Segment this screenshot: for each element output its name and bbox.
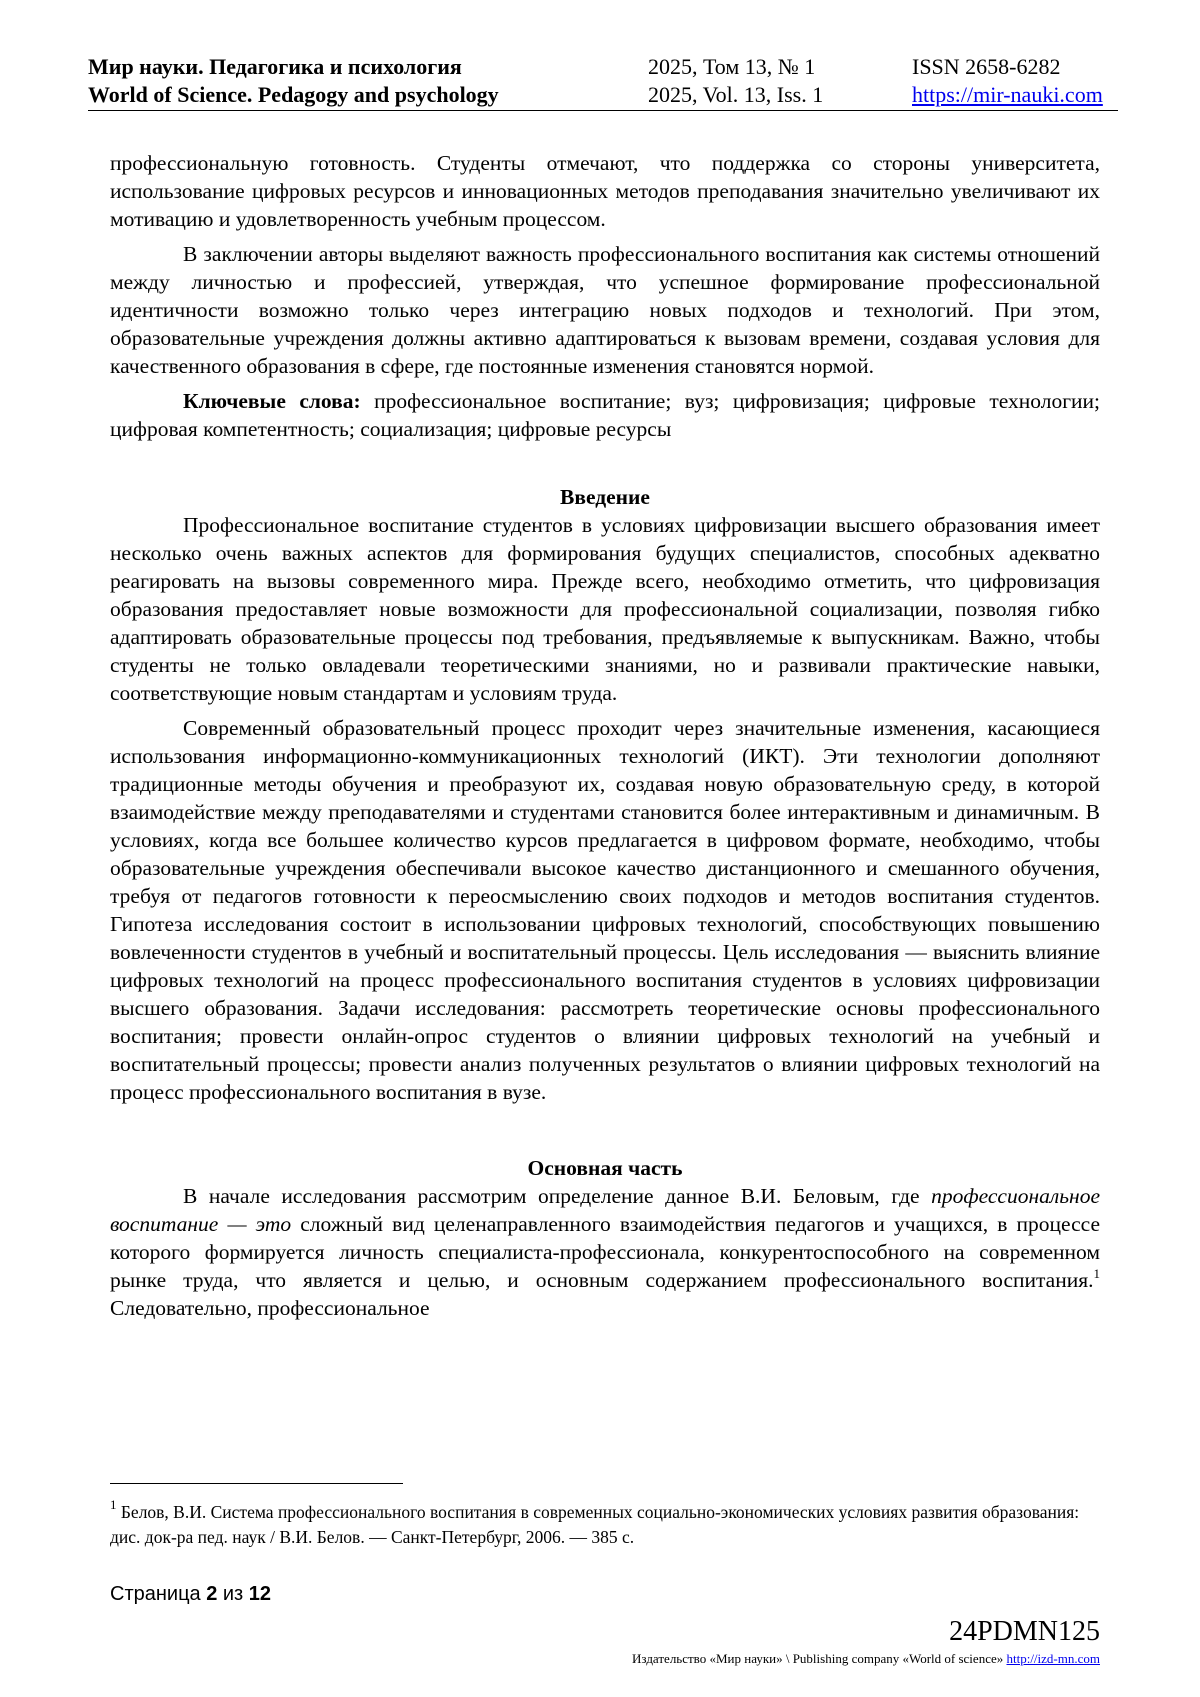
intro-paragraph: Профессиональное воспитание студентов в условиях цифровизации высшего образования имеет несколько очень важных аспектов для формирования будущих специалистов, способных адекватно реагировать на вызовы современного мира. Прежде всего, необходимо отметить, что цифровизация образования предоставляет новые возможности для профессиональной социализации, позволяя гибко адаптировать образовательные процессы под требования, предъявляемые к выпускникам. Важно, чтобы студенты не только овладевали теоретическими знаниями, но и развивали практические навыки, соответствующие новым стандартам и условиям труда. <box>110 513 1100 705</box>
page-number <box>110 1583 271 1606</box>
page-total: 12 <box>248 1583 272 1605</box>
journal-site-link[interactable]: https://mir-nauki.com <box>912 82 1103 107</box>
main-text: сложный вид целенаправленного взаимодействия педагогов и учащихся, в процессе которого формируется личность специалиста-профессионала, конкурентоспособного на современном рынке труда, что является и целью, и основным содержанием профессионального воспитания. <box>110 1212 1100 1292</box>
footnote-ref[interactable]: 1 <box>1093 1266 1100 1281</box>
publisher-line <box>632 1651 1100 1667</box>
article-code: 24PDMN125 <box>949 1616 1100 1647</box>
intro-paragraph: Современный образовательный процесс проходит через значительные изменения, касающиеся использования информационно-коммуникационных технологий (ИКТ). Эти технологии дополняют традиционные методы обучения и преобразуют их, создавая новую образовательную среду, в которой взаимодействие между преподавателями и студентами становится более интерактивным и динамичным. В условиях, когда все большее количество курсов предлагается в цифровом формате, необходимо, чтобы образовательные учреждения обеспечивали высокое качество дистанционного и смешанного обучения, требуя от педагогов готовности к переосмыслению своих подходов и методов воспитания студентов. Гипотеза исследования состоит в использовании цифровых технологий, способствующих повышению вовлеченности студентов в учебный и воспитательный процессы. Цель исследования — выяснить влияние цифровых технологий на процесс профессионального воспитания студентов в условиях цифровизации высшего образования. Задачи исследования: рассмотреть теоретические основы профессионального воспитания; провести онлайн-опрос студентов о влиянии цифровых технологий на учебный и воспитательный процессы; провести анализ полученных результатов о влиянии цифровых технологий на процесс профессионального воспитания в вузе. <box>110 716 1100 1104</box>
keywords-list: профессиональное воспитание; вуз; цифровизация; цифровые технологии; цифровая компетентность; социализация; цифровые ресурсы <box>110 389 1100 441</box>
page-current: 2 <box>206 1583 218 1605</box>
issn: ISSN 2658-6282 <box>912 54 1061 79</box>
footnote-text: Белов, В.И. Система профессионального воспитания в современных социально-экономических условиях развития образования: дис. док-ра пед. наук / В.И. Белов. — Санкт-Петербург, 2006. — 385 с. <box>110 1502 1080 1547</box>
section-heading-intro: Введение <box>560 485 650 509</box>
page-word: Страница <box>110 1583 207 1605</box>
publisher-text: Издательство «Мир науки» \ Publishing company «World of science» <box>632 1651 1007 1666</box>
main-paragraph <box>110 1182 1100 1322</box>
journal-title-ru: Мир науки. Педагогика и психология <box>88 54 462 79</box>
issue-en: 2025, Vol. 13, Iss. 1 <box>648 82 824 107</box>
page-of: из <box>217 1583 249 1605</box>
issue-ru: 2025, Том 13, № 1 <box>648 54 816 79</box>
journal-title-en: World of Science. Pedagogy and psychology <box>88 82 499 107</box>
body-text <box>110 149 1100 1322</box>
main-text: Следовательно, профессиональное <box>110 1296 430 1320</box>
abstract-paragraph: профессиональную готовность. Студенты отмечают, что поддержка со стороны университета, использование цифровых ресурсов и инновационных методов преподавания значительно увеличивают их мотивацию и удовлетворенность учебным процессом. <box>110 151 1100 231</box>
section-heading-main: Основная часть <box>527 1156 683 1180</box>
publisher-link[interactable]: http://izd-mn.com <box>1006 1651 1100 1666</box>
journal-header <box>88 52 1118 111</box>
keywords-label: Ключевые слова: <box>183 389 361 413</box>
footnote-divider <box>110 1483 403 1484</box>
definition-term: профессиональное воспитание — это <box>110 1184 1100 1236</box>
main-text: В начале исследования рассмотрим определение данное В.И. Беловым, где <box>183 1184 932 1208</box>
abstract-paragraph: В заключении авторы выделяют важность профессионального воспитания как системы отношений между личностью и профессией, утверждая, что успешное формирование профессиональной идентичности возможно только через интеграцию новых подходов и технологий. При этом, образовательные учреждения должны активно адаптироваться к вызовам времени, создавая условия для качественного образования в сфере, где постоянные изменения становятся нормой. <box>110 242 1100 378</box>
footnote <box>110 1497 1100 1550</box>
footnote-number: 1 <box>110 1497 117 1512</box>
keywords <box>110 387 1100 443</box>
